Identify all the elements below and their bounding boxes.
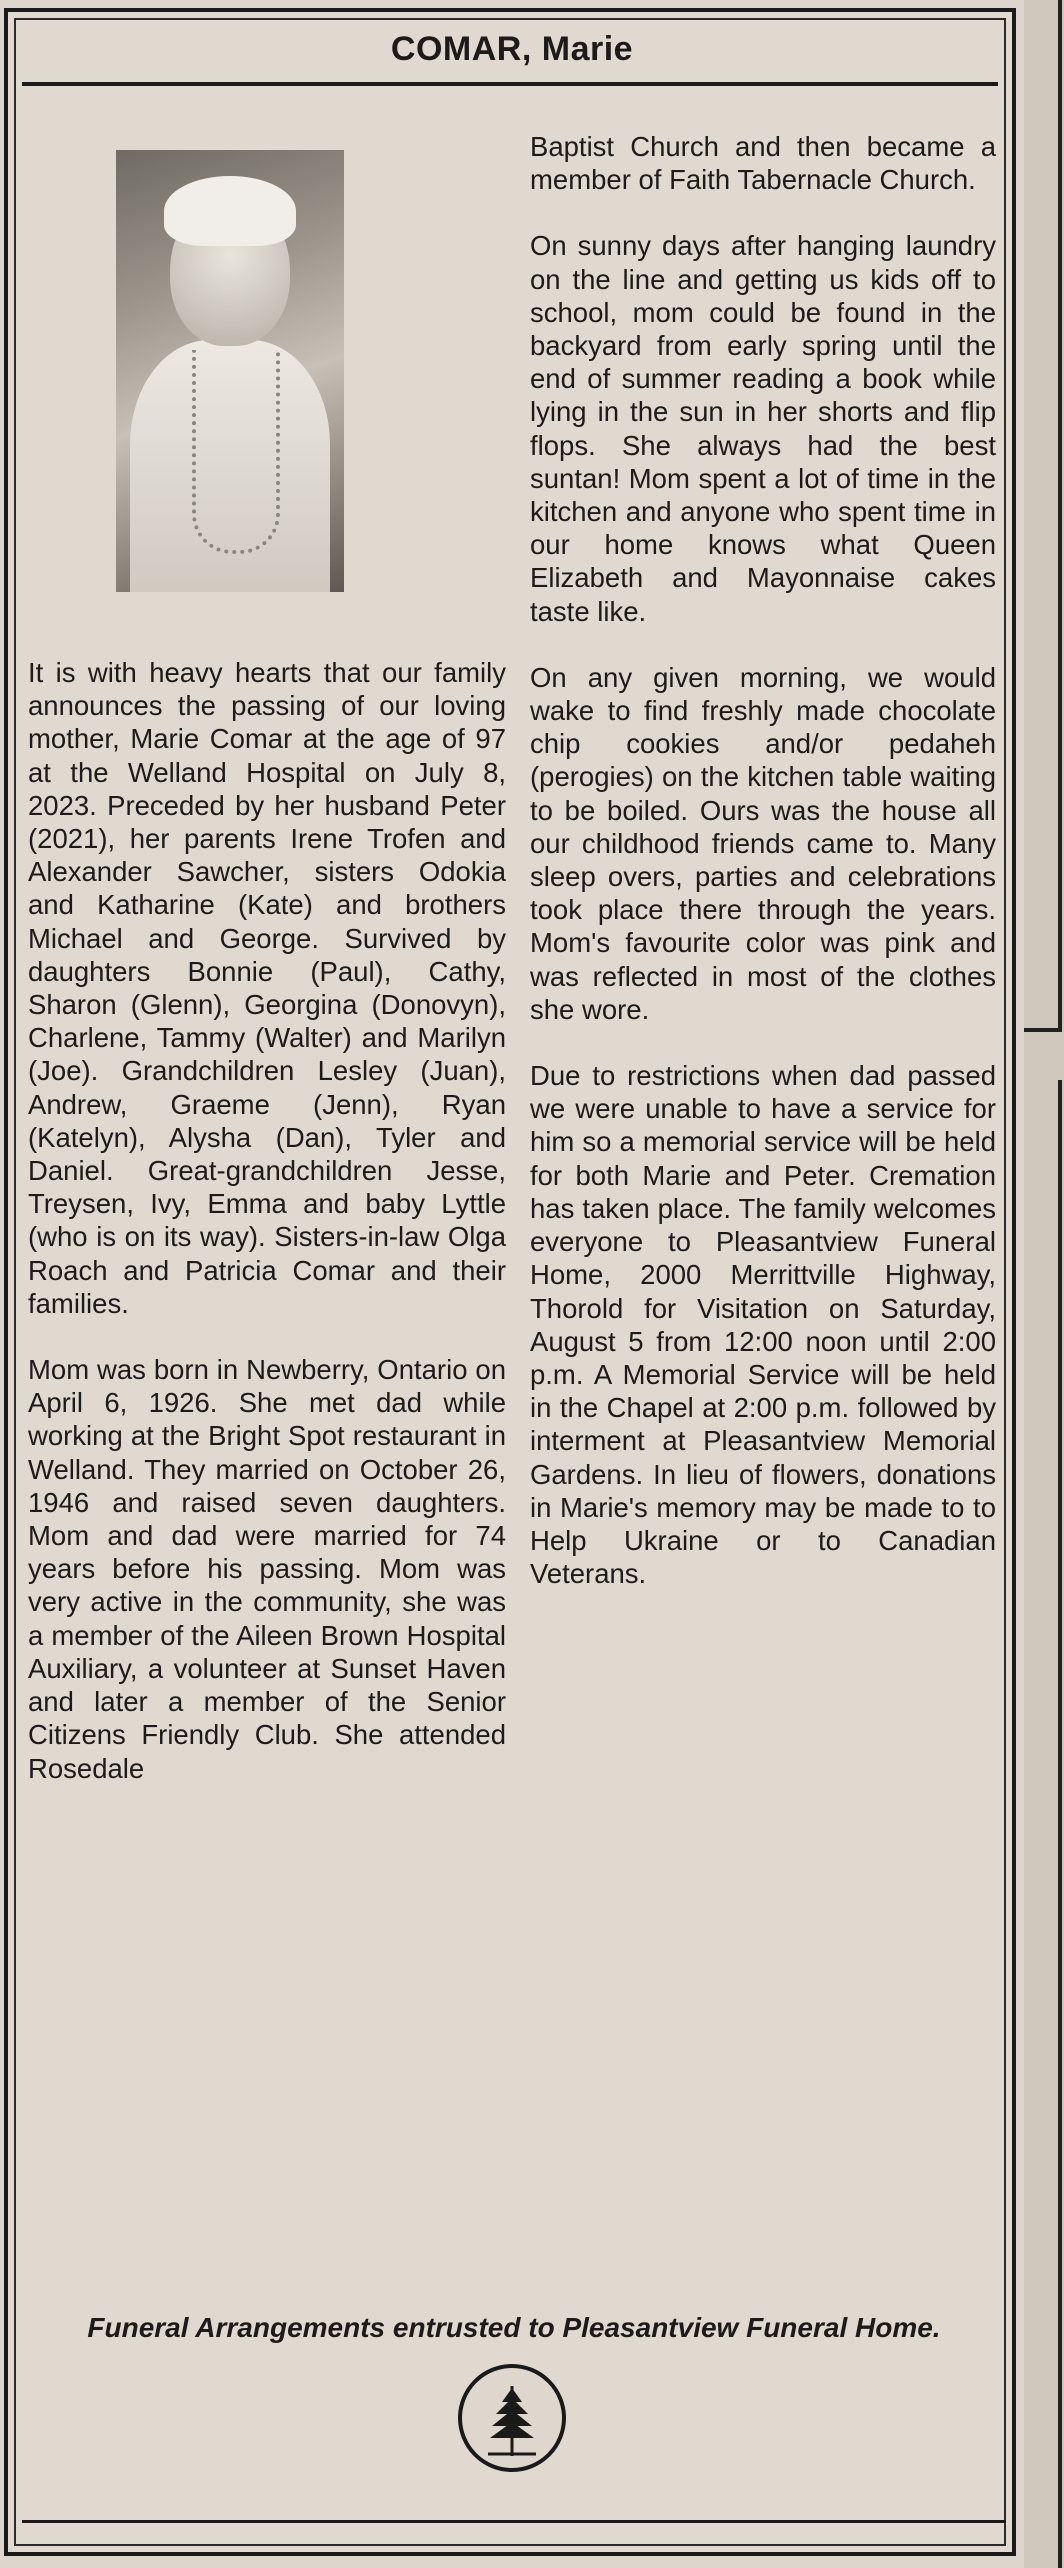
paragraph-service: Due to restrictions when dad passed we were unable to have a service for him so a memorial service will be held for both Marie and Peter. Cremation has taken place. The family welcomes everyone to Pleasantview Funeral Home, 2000 Merrittville Highway, Thorold for Visitation on Saturday, August 5 from 12:00 noon until 2:00 p.m. A Memorial Service will be held in the Chapel at 2:00 p.m. followed by interment at Pleasantview Memorial Gardens. In lieu of flowers, donations in Marie's memory may be made to to Help Ukraine or to Canadian Veterans. xyxy=(530,1060,996,1590)
right-column xyxy=(530,130,996,1623)
left-column xyxy=(28,656,506,1818)
funeral-arrangements: Funeral Arrangements entrusted to Pleasantview Funeral Home. xyxy=(87,2312,941,2343)
paragraph-sunny-days: On sunny days after hanging laundry on the line and getting us kids off to school, mom could be found in the backyard from early spring until the end of summer reading a book while lying in the sun in her shorts and flip flops. She always had the best suntan! Mom spent a lot of time in the kitchen and anyone who spent time in our home knows what Queen Elizabeth and Mayonnaise cakes taste like. xyxy=(530,230,996,627)
paragraph-announcement: It is with heavy hearts that our family announces the passing of our loving mother, Marie Comar at the age of 97 at the Welland Hospital on July 8, 2023. Preceded by her husband Peter (2021), her parents Irene Trofen and Alexander Sawcher, sisters Odokia and Katharine (Kate) and brothers Michael and George. Survived by daughters Bonnie (Paul), Cathy, Sharon (Glenn), Georgina (Donovyn), Charlene, Tammy (Walter) and Marilyn (Joe). Grandchildren Lesley (Juan), Andrew, Graeme (Jenn), Ryan (Katelyn), Alysha (Dan), Tyler and Daniel. Great-grandchildren Jesse, Treysen, Ivy, Emma and baby Lyttle (who is on its way). Sisters-in-law Olga Roach and Patricia Comar and their families. xyxy=(28,657,506,1319)
paragraph-biography: Mom was born in Newberry, Ontario on April 6, 1926. She met dad while working at the Bright Spot restaurant in Welland. They married on October 26, 1946 and raised seven daughters. Mom and dad were married for 74 years before his passing. Mom was very active in the community, she was a member of the Aileen Brown Hospital Auxiliary, a volunteer at Sunset Haven and later a member of the Senior Citizens Friendly Club. She attended Rosedale xyxy=(28,1354,506,1784)
adjacent-column-edge xyxy=(1024,0,1064,2568)
tree-icon xyxy=(458,2364,566,2472)
paragraph-mornings: On any given morning, we would wake to find freshly made chocolate chip cookies and/or pedaheh (perogies) on the kitchen table waiting to be boiled. Ours was the house all our childhood friends came to. Many sleep overs, parties and celebrations took place there through the years. Mom's favourite color was pink and was reflected in most of the clothes she wore. xyxy=(530,661,996,1025)
paragraph-church: Baptist Church and then became a member of Faith Tabernacle Church. xyxy=(530,131,996,196)
portrait-photo xyxy=(116,150,344,592)
bottom-divider xyxy=(22,2520,1006,2523)
notice-title: COMAR, Marie xyxy=(390,30,634,68)
title-divider xyxy=(22,82,998,86)
